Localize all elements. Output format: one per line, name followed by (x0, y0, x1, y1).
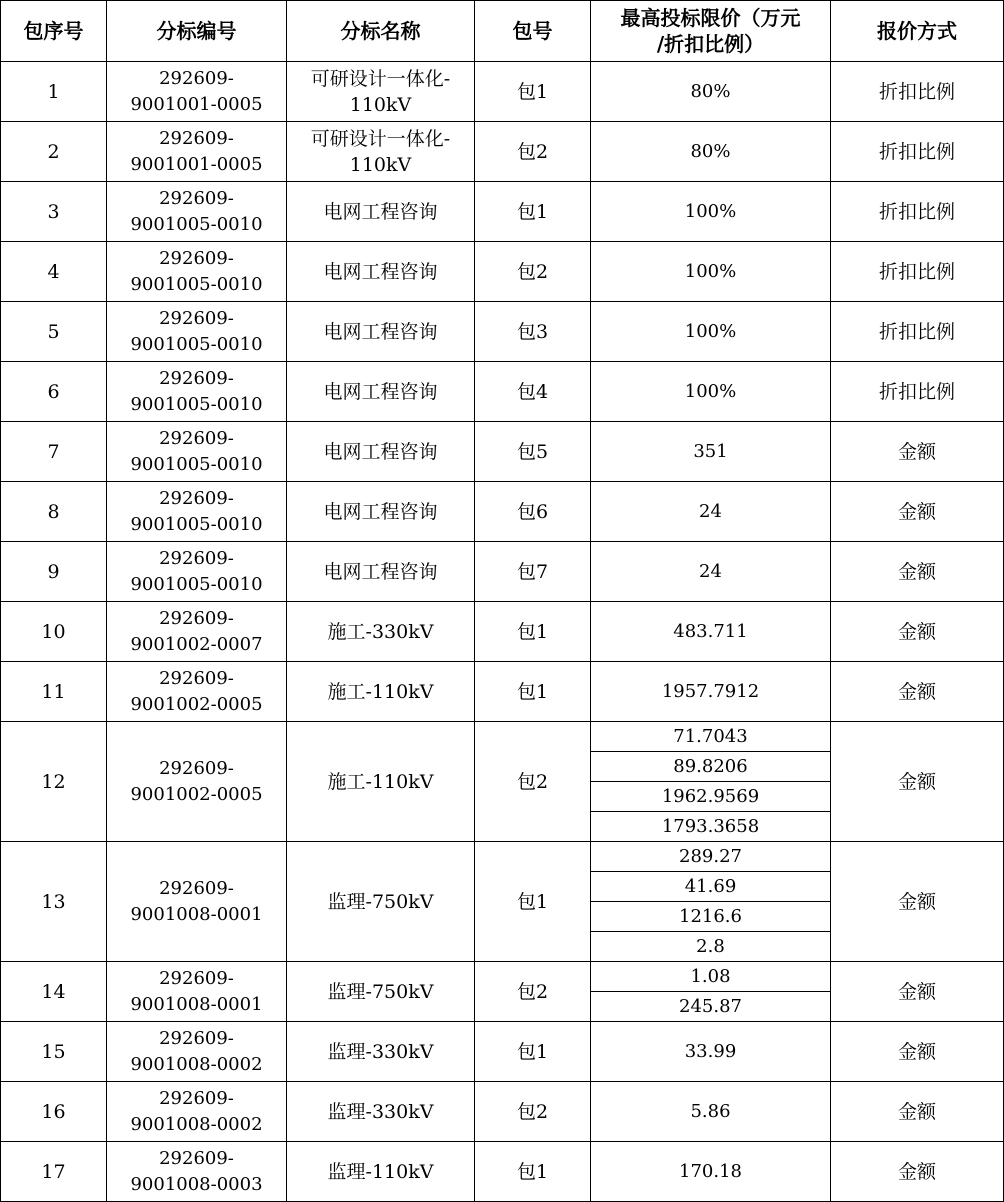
cell-name (287, 542, 475, 602)
cell-code (107, 182, 287, 242)
cell-method: 折扣比例 (831, 242, 1004, 302)
cell-code-line: 9001005-0010 (130, 393, 263, 415)
cell-price-item: 1216.6 (591, 901, 830, 931)
table-row (1, 422, 1004, 482)
cell-name-line: 施工-330kV (327, 620, 434, 643)
cell-name-line: 电网工程咨询 (323, 560, 438, 583)
cell-seq: 13 (1, 842, 107, 962)
cell-name (287, 1022, 475, 1082)
table-row (1, 542, 1004, 602)
cell-code (107, 122, 287, 182)
cell-name-line: 施工-110kV (327, 680, 434, 703)
table-row (1, 182, 1004, 242)
cell-price: 80% (591, 122, 831, 182)
cell-price (591, 842, 831, 962)
header-price-line1: 最高投标限价（万元 (620, 6, 801, 30)
cell-seq: 8 (1, 482, 107, 542)
cell-name-line: 监理-330kV (327, 1040, 434, 1063)
cell-name-line: 监理-750kV (327, 890, 434, 913)
cell-price (591, 962, 831, 1022)
cell-name-line: 监理-750kV (327, 980, 434, 1003)
table-row (1, 242, 1004, 302)
cell-code-line: 292609- (159, 487, 234, 509)
cell-price: 100% (591, 242, 831, 302)
cell-code-line: 292609- (159, 877, 234, 899)
cell-code-line: 9001005-0010 (130, 213, 263, 235)
cell-price-item: 1962.9569 (591, 781, 830, 811)
cell-name (287, 302, 475, 362)
cell-code (107, 482, 287, 542)
cell-pkg: 包2 (475, 722, 591, 842)
table-body (1, 62, 1004, 1202)
cell-code-line: 9001002-0005 (130, 783, 263, 805)
cell-name-line: 电网工程咨询 (323, 200, 438, 223)
header-code: 分标编号 (107, 1, 287, 62)
table-row (1, 1022, 1004, 1082)
cell-code-line: 292609- (159, 307, 234, 329)
table-row (1, 302, 1004, 362)
cell-name-line: 110kV (349, 93, 412, 116)
header-name: 分标名称 (287, 1, 475, 62)
cell-name (287, 962, 475, 1022)
cell-price-item: 1793.3658 (591, 811, 830, 841)
table-row (1, 602, 1004, 662)
cell-code-line: 292609- (159, 67, 234, 89)
cell-price-item: 245.87 (591, 991, 830, 1021)
cell-seq: 14 (1, 962, 107, 1022)
cell-name (287, 122, 475, 182)
cell-name (287, 362, 475, 422)
table-row (1, 1082, 1004, 1142)
cell-name-line: 可研设计一体化- (310, 67, 451, 90)
cell-code (107, 1082, 287, 1142)
cell-code-line: 9001005-0010 (130, 273, 263, 295)
cell-method: 金额 (831, 1142, 1004, 1202)
header-method: 报价方式 (831, 1, 1004, 62)
cell-code-line: 292609- (159, 547, 234, 569)
cell-seq: 10 (1, 602, 107, 662)
cell-code-line: 292609- (159, 1087, 234, 1109)
cell-code-line: 292609- (159, 247, 234, 269)
cell-code-line: 9001005-0010 (130, 513, 263, 535)
cell-price: 24 (591, 482, 831, 542)
cell-method: 金额 (831, 722, 1004, 842)
cell-price: 170.18 (591, 1142, 831, 1202)
cell-code-line: 9001002-0007 (130, 633, 263, 655)
cell-price-item: 41.69 (591, 871, 830, 901)
cell-code (107, 1142, 287, 1202)
cell-pkg: 包2 (475, 122, 591, 182)
cell-pkg: 包1 (475, 662, 591, 722)
cell-code-line: 292609- (159, 1147, 234, 1169)
cell-pkg: 包2 (475, 242, 591, 302)
cell-method: 金额 (831, 842, 1004, 962)
cell-seq: 6 (1, 362, 107, 422)
cell-code-line: 292609- (159, 427, 234, 449)
cell-name (287, 242, 475, 302)
cell-code (107, 302, 287, 362)
cell-code (107, 542, 287, 602)
cell-method: 金额 (831, 602, 1004, 662)
table-row (1, 482, 1004, 542)
cell-code-line: 9001005-0010 (130, 573, 263, 595)
cell-seq: 3 (1, 182, 107, 242)
cell-name-line: 电网工程咨询 (323, 440, 438, 463)
cell-price: 24 (591, 542, 831, 602)
cell-pkg: 包7 (475, 542, 591, 602)
cell-code (107, 602, 287, 662)
cell-code-line: 9001008-0001 (130, 903, 263, 925)
cell-method: 金额 (831, 482, 1004, 542)
cell-name-line: 电网工程咨询 (323, 260, 438, 283)
cell-pkg: 包1 (475, 602, 591, 662)
cell-code (107, 1022, 287, 1082)
cell-seq: 17 (1, 1142, 107, 1202)
table-row (1, 842, 1004, 962)
cell-code-line: 9001008-0003 (130, 1173, 263, 1195)
cell-method: 折扣比例 (831, 62, 1004, 122)
cell-code-line: 292609- (159, 367, 234, 389)
cell-price: 351 (591, 422, 831, 482)
cell-method: 金额 (831, 1022, 1004, 1082)
cell-name-line: 电网工程咨询 (323, 320, 438, 343)
cell-code-line: 9001001-0005 (130, 93, 263, 115)
cell-seq: 7 (1, 422, 107, 482)
cell-pkg: 包1 (475, 842, 591, 962)
cell-method: 金额 (831, 542, 1004, 602)
cell-code-line: 9001008-0002 (130, 1053, 263, 1075)
cell-method: 金额 (831, 422, 1004, 482)
cell-price-item: 289.27 (679, 846, 742, 867)
cell-price-item: 2.8 (591, 931, 830, 961)
cell-price (591, 722, 831, 842)
cell-name-line: 施工-110kV (327, 770, 434, 793)
cell-seq: 11 (1, 662, 107, 722)
cell-code (107, 362, 287, 422)
cell-code (107, 422, 287, 482)
cell-price: 100% (591, 302, 831, 362)
cell-method: 折扣比例 (831, 362, 1004, 422)
table-row (1, 662, 1004, 722)
cell-pkg: 包4 (475, 362, 591, 422)
cell-price: 33.99 (591, 1022, 831, 1082)
cell-code-line: 292609- (159, 607, 234, 629)
cell-seq: 16 (1, 1082, 107, 1142)
cell-price-item: 71.7043 (673, 726, 748, 747)
cell-code-line: 292609- (159, 757, 234, 779)
table-row (1, 1142, 1004, 1202)
cell-name (287, 482, 475, 542)
header-price (591, 1, 831, 62)
cell-name-line: 110kV (349, 153, 412, 176)
cell-name-line: 监理-110kV (327, 1160, 434, 1183)
table-row (1, 62, 1004, 122)
cell-code-line: 9001008-0001 (130, 993, 263, 1015)
cell-pkg: 包6 (475, 482, 591, 542)
table-row (1, 122, 1004, 182)
cell-pkg: 包2 (475, 962, 591, 1022)
cell-price-item: 1.08 (690, 966, 731, 987)
cell-code (107, 242, 287, 302)
table-row (1, 962, 1004, 1022)
cell-code-line: 292609- (159, 967, 234, 989)
cell-pkg: 包1 (475, 1022, 591, 1082)
cell-name-line: 可研设计一体化- (310, 127, 451, 150)
cell-name (287, 662, 475, 722)
header-price-line2: /折扣比例） (656, 32, 765, 56)
header-seq: 包序号 (1, 1, 107, 62)
cell-code-line: 9001002-0005 (130, 693, 263, 715)
cell-code (107, 842, 287, 962)
cell-pkg: 包1 (475, 182, 591, 242)
cell-name (287, 422, 475, 482)
cell-seq: 9 (1, 542, 107, 602)
cell-code (107, 722, 287, 842)
cell-name-line: 电网工程咨询 (323, 380, 438, 403)
cell-code (107, 62, 287, 122)
cell-price: 80% (591, 62, 831, 122)
cell-pkg: 包5 (475, 422, 591, 482)
cell-seq: 12 (1, 722, 107, 842)
table-header-row (1, 1, 1004, 62)
cell-method: 金额 (831, 662, 1004, 722)
cell-name-line: 监理-330kV (327, 1100, 434, 1123)
cell-name (287, 62, 475, 122)
cell-method: 金额 (831, 962, 1004, 1022)
cell-code-line: 292609- (159, 667, 234, 689)
cell-price: 1957.7912 (591, 662, 831, 722)
cell-price-item: 89.8206 (591, 751, 830, 781)
cell-seq: 2 (1, 122, 107, 182)
cell-seq: 15 (1, 1022, 107, 1082)
cell-name (287, 1142, 475, 1202)
cell-price: 483.711 (591, 602, 831, 662)
cell-name (287, 722, 475, 842)
cell-pkg: 包1 (475, 62, 591, 122)
cell-code-line: 9001008-0002 (130, 1113, 263, 1135)
cell-method: 金额 (831, 1082, 1004, 1142)
cell-pkg: 包1 (475, 1142, 591, 1202)
table-row (1, 722, 1004, 842)
cell-code-line: 9001001-0005 (130, 153, 263, 175)
cell-method: 折扣比例 (831, 302, 1004, 362)
cell-code-line: 292609- (159, 127, 234, 149)
cell-name (287, 602, 475, 662)
cell-method: 折扣比例 (831, 182, 1004, 242)
cell-price: 5.86 (591, 1082, 831, 1142)
cell-seq: 5 (1, 302, 107, 362)
cell-code-line: 292609- (159, 187, 234, 209)
cell-code-line: 292609- (159, 1027, 234, 1049)
cell-name (287, 182, 475, 242)
header-pkg: 包号 (475, 1, 591, 62)
cell-price: 100% (591, 362, 831, 422)
cell-name (287, 842, 475, 962)
cell-seq: 1 (1, 62, 107, 122)
cell-name-line: 电网工程咨询 (323, 500, 438, 523)
cell-pkg: 包3 (475, 302, 591, 362)
cell-price: 100% (591, 182, 831, 242)
cell-name (287, 1082, 475, 1142)
cell-code (107, 662, 287, 722)
cell-code-line: 9001005-0010 (130, 333, 263, 355)
cell-method: 折扣比例 (831, 122, 1004, 182)
table-row (1, 362, 1004, 422)
cell-seq: 4 (1, 242, 107, 302)
cell-code (107, 962, 287, 1022)
cell-pkg: 包2 (475, 1082, 591, 1142)
cell-code-line: 9001005-0010 (130, 453, 263, 475)
